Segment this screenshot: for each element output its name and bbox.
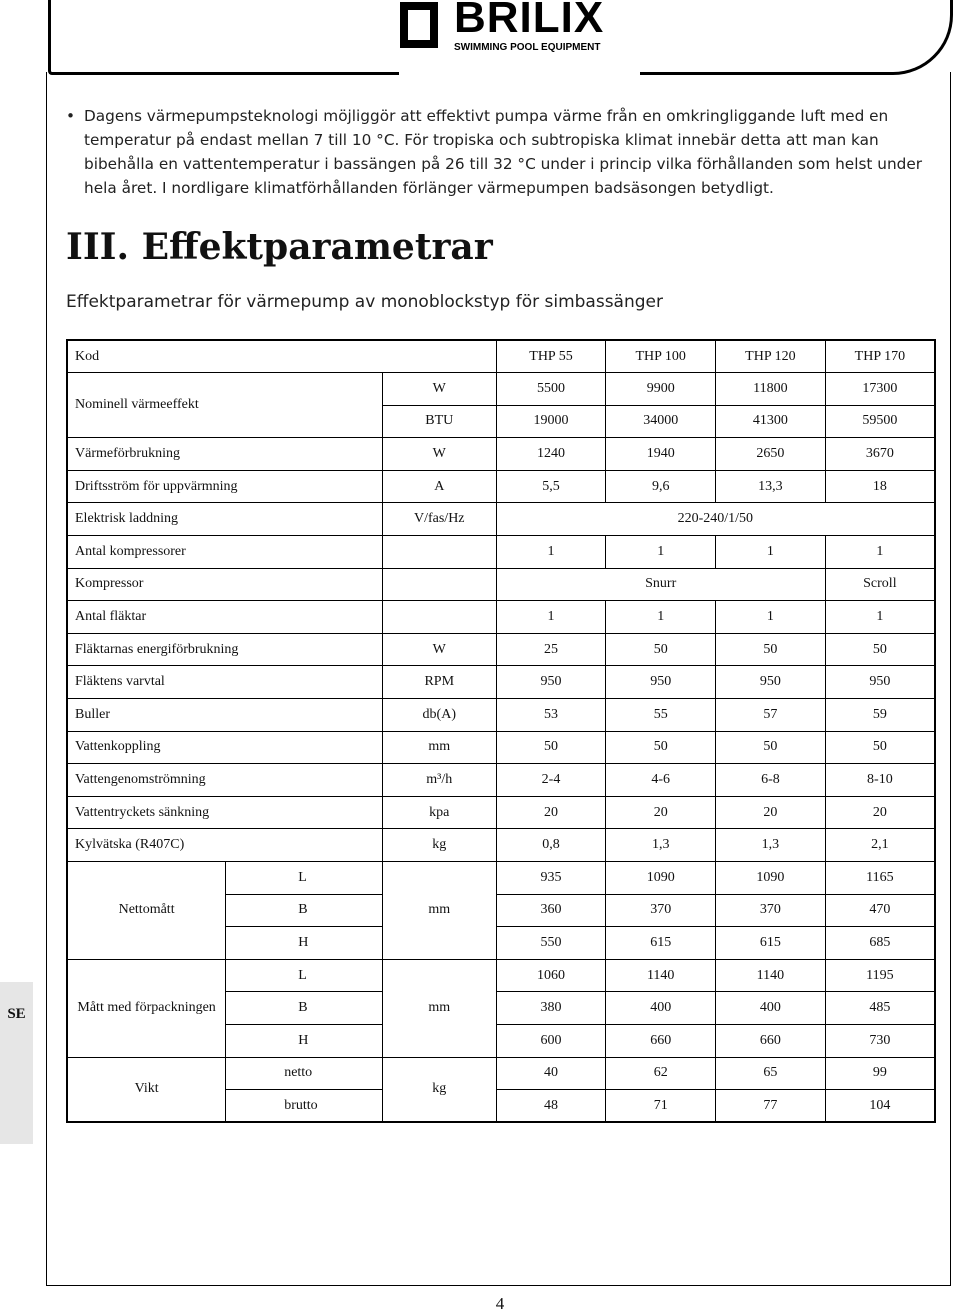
value-cell: 1195 [825,959,935,992]
unit-cell [382,568,496,601]
group-label: Vikt [67,1057,226,1122]
value-cell: 1 [496,601,606,634]
table-row [67,699,935,732]
value-cell: 20 [606,796,716,829]
value-cell: 2650 [716,438,826,471]
value-cell: 20 [825,796,935,829]
value-cell: 17300 [825,373,935,406]
group-label: Nettomått [67,862,226,960]
page-number: 4 [495,1294,505,1313]
value-cell: 65 [716,1057,826,1090]
row-label: Vattenkoppling [67,731,382,764]
value-cell: 1 [606,601,716,634]
row-label: Nominell värmeeffekt [67,373,382,438]
model-cell: THP 120 [716,340,826,373]
value-cell: 550 [496,927,606,960]
value-cell: 400 [716,992,826,1025]
value-cell: 5500 [496,373,606,406]
model-cell: THP 55 [496,340,606,373]
value-cell: 935 [496,862,606,895]
value-cell: 1940 [606,438,716,471]
unit-cell: mm [382,731,496,764]
value-cell: 4-6 [606,764,716,797]
table-row [67,438,935,471]
value-cell: 8-10 [825,764,935,797]
value-cell: 25 [496,633,606,666]
dim-cell: B [226,992,383,1025]
value-cell: 55 [606,699,716,732]
value-cell: 950 [606,666,716,699]
table-row [67,764,935,797]
table-row [67,829,935,862]
header-label: Kod [67,340,496,373]
unit-cell: kpa [382,796,496,829]
value-cell: 1 [716,601,826,634]
value-cell: 950 [716,666,826,699]
unit-cell: W [382,633,496,666]
value-cell: 1 [606,536,716,569]
value-cell: 1140 [716,959,826,992]
value-cell: 370 [606,894,716,927]
value-cell: 53 [496,699,606,732]
value-cell: 20 [496,796,606,829]
value-cell: 370 [716,894,826,927]
value-cell: 485 [825,992,935,1025]
unit-cell: BTU [382,405,496,438]
value-cell: 470 [825,894,935,927]
value-cell: 615 [606,927,716,960]
intro-text: Dagens värmepumpsteknologi möjliggör att effektivt pumpa värme från en omkringliggande luft med en temperatur på endast mellan 7 till 10 °C. För tropiska och subtropiska klimat innebär detta att man kan bibehålla en vattentemperatur i bassängen på 26 till 32 °C under i princip vilka förhållanden som helst under hela året. I nordligare klimatförhållanden förlänger värmepumpen badsäsongen betydligt. [84,107,923,197]
table-row [67,633,935,666]
value-cell: 400 [606,992,716,1025]
dim-cell: brutto [226,1090,383,1123]
value-cell: 615 [716,927,826,960]
unit-cell: W [382,438,496,471]
brand-logo [396,0,640,60]
dim-cell: netto [226,1057,383,1090]
value-cell: 660 [716,1024,826,1057]
value-cell: 50 [716,731,826,764]
value-cell: 59500 [825,405,935,438]
row-label: Buller [67,699,382,732]
brand-name: BRILIX [454,0,605,42]
value-cell: Snurr [496,568,825,601]
value-cell: 1140 [606,959,716,992]
value-cell: 19000 [496,405,606,438]
unit-cell: mm [382,862,496,960]
section-subtitle: Effektparametrar för värmepump av monoblockstyp för simbassänger [66,292,663,312]
table-row [67,568,935,601]
table-row [67,536,935,569]
value-cell: 1165 [825,862,935,895]
unit-cell: V/fas/Hz [382,503,496,536]
spec-table [66,339,936,1123]
table-row [67,470,935,503]
value-cell: 600 [496,1024,606,1057]
value-cell: 57 [716,699,826,732]
value-cell: 1 [716,536,826,569]
unit-cell: mm [382,959,496,1057]
table-row [67,666,935,699]
value-cell: 685 [825,927,935,960]
value-cell: 104 [825,1090,935,1123]
unit-cell: kg [382,1057,496,1122]
table-row [67,731,935,764]
value-cell: 950 [825,666,935,699]
table-row [67,1057,935,1090]
value-cell: 48 [496,1090,606,1123]
value-cell: 9900 [606,373,716,406]
row-label: Antal kompressorer [67,536,382,569]
value-cell: 59 [825,699,935,732]
row-label: Elektrisk laddning [67,503,382,536]
unit-cell: m³/h [382,764,496,797]
dim-cell: H [226,1024,383,1057]
value-cell: 50 [496,731,606,764]
value-cell: 220-240/1/50 [496,503,935,536]
value-cell: 1 [496,536,606,569]
value-cell: 13,3 [716,470,826,503]
value-cell: 18 [825,470,935,503]
row-label: Värmeförbrukning [67,438,382,471]
value-cell: 71 [606,1090,716,1123]
table-row [67,796,935,829]
brand-square-icon [400,2,438,48]
language-tab-label: SE [7,1006,26,1022]
value-cell: 50 [825,633,935,666]
unit-cell: RPM [382,666,496,699]
value-cell: 11800 [716,373,826,406]
value-cell: 1090 [606,862,716,895]
row-label: Fläktens varvtal [67,666,382,699]
value-cell: 660 [606,1024,716,1057]
unit-cell: A [382,470,496,503]
value-cell: 1 [825,536,935,569]
group-label: Mått med förpackningen [67,959,226,1057]
dim-cell: B [226,894,383,927]
table-row [67,959,935,992]
row-label: Vattengenomströmning [67,764,382,797]
unit-cell [382,601,496,634]
value-cell: 360 [496,894,606,927]
table-header-row [67,340,935,373]
intro-bullet [66,104,946,200]
row-label: Fläktarnas energiförbrukning [67,633,382,666]
value-cell: 1,3 [606,829,716,862]
value-cell: 99 [825,1057,935,1090]
dim-cell: L [226,862,383,895]
dim-cell: L [226,959,383,992]
value-cell: 2,1 [825,829,935,862]
value-cell: 34000 [606,405,716,438]
value-cell: 3670 [825,438,935,471]
brand-tagline: SWIMMING POOL EQUIPMENT [454,42,601,53]
value-cell: 62 [606,1057,716,1090]
value-cell: 50 [825,731,935,764]
value-cell: 380 [496,992,606,1025]
value-cell: 40 [496,1057,606,1090]
header-rule-right [640,0,953,75]
value-cell: 1,3 [716,829,826,862]
value-cell: 1060 [496,959,606,992]
value-cell: 50 [606,731,716,764]
bullet-dot-icon: • [66,107,76,125]
table-row [67,601,935,634]
value-cell: 1 [825,601,935,634]
value-cell: 1240 [496,438,606,471]
unit-cell: kg [382,829,496,862]
table-row [67,373,935,406]
value-cell: 41300 [716,405,826,438]
value-cell: 50 [606,633,716,666]
section-title: III. Effektparametrar [66,226,493,268]
row-label: Vattentryckets sänkning [67,796,382,829]
value-cell: 20 [716,796,826,829]
dim-cell: H [226,927,383,960]
model-cell: THP 100 [606,340,716,373]
unit-cell: db(A) [382,699,496,732]
unit-cell: W [382,373,496,406]
value-cell: 50 [716,633,826,666]
value-cell: 9,6 [606,470,716,503]
unit-cell [382,536,496,569]
table-row [67,862,935,895]
header-rule-left [48,0,399,75]
model-cell: THP 170 [825,340,935,373]
table-row [67,503,935,536]
row-label: Kylvätska (R407C) [67,829,382,862]
value-cell: 6-8 [716,764,826,797]
value-cell: 730 [825,1024,935,1057]
value-cell: 77 [716,1090,826,1123]
value-cell: 2-4 [496,764,606,797]
value-cell: 950 [496,666,606,699]
row-label: Driftsström för uppvärmning [67,470,382,503]
value-cell: 0,8 [496,829,606,862]
value-cell: 1090 [716,862,826,895]
row-label: Antal fläktar [67,601,382,634]
value-cell: Scroll [825,568,935,601]
value-cell: 5,5 [496,470,606,503]
row-label: Kompressor [67,568,382,601]
